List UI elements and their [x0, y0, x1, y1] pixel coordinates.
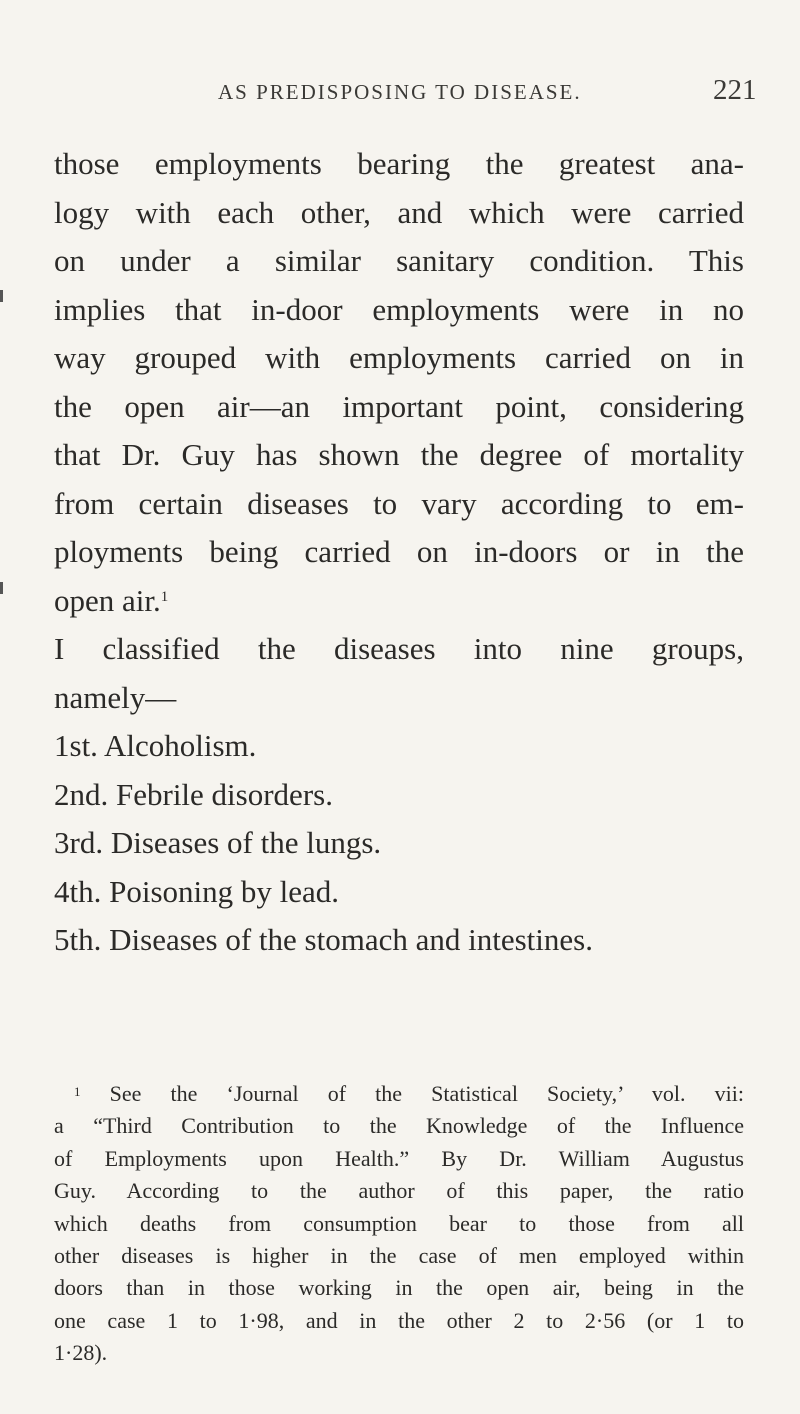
footnote — [54, 1078, 744, 1370]
footnote-line: doors than in those working in the open air, being in the — [54, 1275, 744, 1301]
list-label: Alcoholism. — [103, 728, 257, 763]
text-line: implies that in-door employments were in no — [54, 291, 744, 327]
footnote-line-content: See the ‘Journal of the Statistical Society,’ vol. vii: — [109, 1081, 745, 1106]
list-label: Diseases of the lungs. — [110, 825, 382, 860]
list-item — [54, 819, 744, 868]
list-ordinal: 3rd. — [54, 825, 104, 860]
text-line — [54, 577, 744, 626]
text-line: logy with each other, and which were carried — [54, 194, 744, 230]
footnote-reference: 1 — [160, 588, 169, 605]
list-label: Poisoning by lead. — [109, 873, 340, 909]
text-line: that Dr. Guy has shown the degree of mortality — [54, 437, 744, 472]
list-ordinal: 2nd. — [54, 776, 109, 812]
footnote-line: of Employments upon Health.” By Dr. William Augustus — [54, 1145, 744, 1171]
list-item — [54, 771, 744, 820]
footnote-line: a “Third Contribution to the Knowledge of the Influence — [54, 1113, 744, 1139]
text-line-content: open air. — [54, 582, 161, 618]
footnote-line — [54, 1078, 744, 1110]
text-line: I classified the diseases into nine groups, — [54, 631, 744, 666]
text-line: the open air—an important point, considering — [54, 388, 744, 424]
footnote-marker: 1 — [74, 1084, 81, 1099]
text-line: those employments bearing the greatest ana- — [54, 146, 744, 181]
page-number: 221 — [713, 74, 757, 106]
text-line: ployments being carried on in-doors or in the — [54, 534, 744, 569]
list-ordinal: 4th. — [54, 873, 102, 909]
footnote-line: other diseases is higher in the case of men employed within — [54, 1242, 744, 1268]
text-line: way grouped with employments carried on in — [54, 340, 744, 375]
list-label: Diseases of the stomach and intestines. — [109, 922, 593, 957]
footnote-line: one case 1 to 1·98, and in the other 2 to 2·56 (or 1 to — [54, 1307, 744, 1333]
body-text — [54, 140, 744, 965]
footnote-line: Guy. According to the author of this paper, the ratio — [54, 1178, 744, 1204]
footnote-line: which deaths from consumption bear to those from all — [54, 1210, 744, 1236]
footnote-line: 1·28). — [54, 1340, 108, 1366]
margin-mark — [0, 290, 3, 302]
text-line: namely— — [54, 679, 177, 715]
text-line: on under a similar sanitary condition. This — [54, 243, 744, 278]
text-line: from certain diseases to vary according to em- — [54, 485, 744, 521]
running-title: AS PREDISPOSING TO DISEASE. — [218, 80, 582, 104]
list-ordinal: 5th. — [54, 922, 102, 957]
list-item — [54, 916, 744, 965]
list-label: Febrile disorders. — [116, 776, 333, 812]
list-ordinal: 1st. — [54, 728, 98, 763]
margin-mark — [0, 582, 3, 594]
list-item — [54, 722, 744, 771]
list-item — [54, 868, 744, 917]
